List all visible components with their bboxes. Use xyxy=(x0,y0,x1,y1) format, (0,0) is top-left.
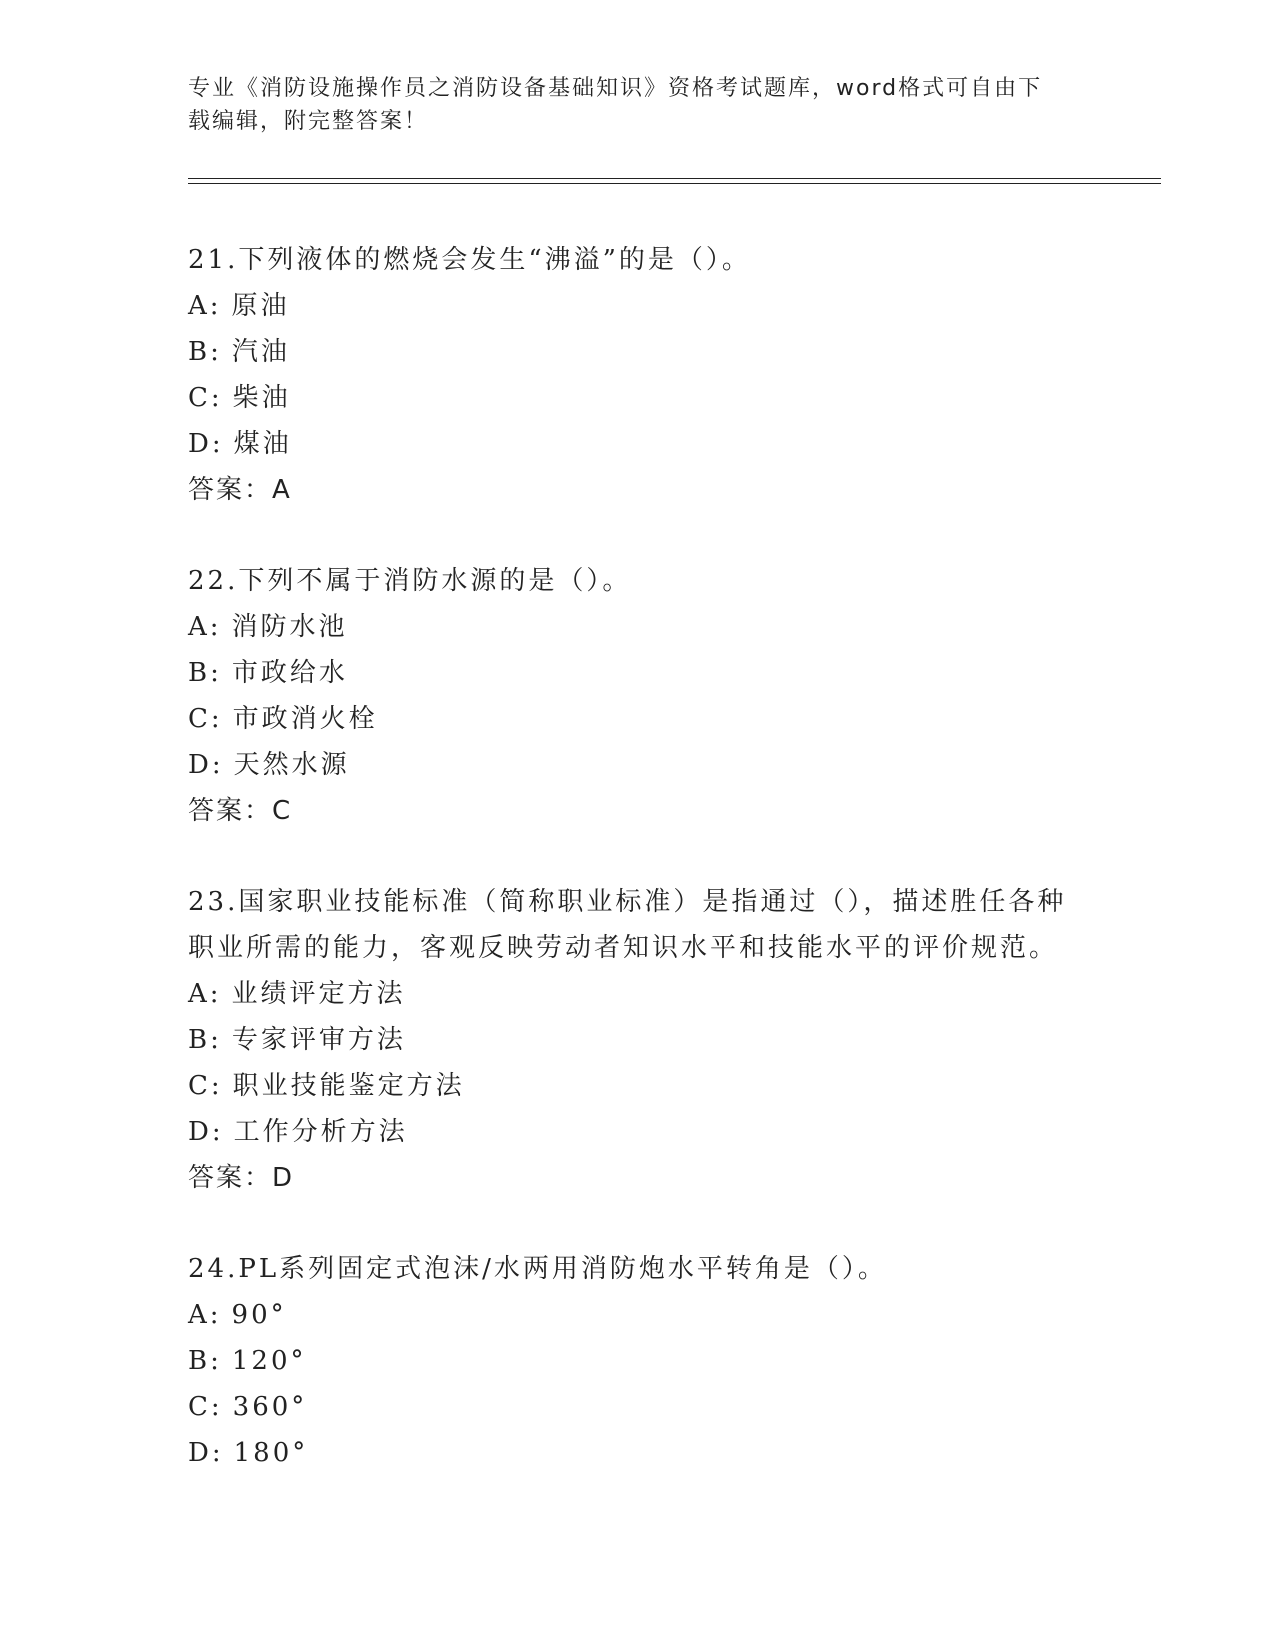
option-separator: : xyxy=(210,1392,223,1422)
option-c xyxy=(188,696,1088,742)
option-separator: : xyxy=(209,1300,222,1330)
option-letter: B xyxy=(188,1346,211,1376)
option-b xyxy=(188,1338,1088,1384)
option-separator: : xyxy=(210,337,222,367)
option-separator: : xyxy=(209,979,222,1009)
option-letter: D xyxy=(188,750,212,780)
document-header xyxy=(188,72,1088,138)
header-divider-bottom xyxy=(188,183,1161,184)
question-24 xyxy=(188,1246,1088,1476)
option-a xyxy=(188,1292,1088,1338)
option-separator: : xyxy=(209,291,222,321)
option-text: 180° xyxy=(233,1438,309,1468)
option-separator: : xyxy=(210,1071,223,1101)
option-letter: A xyxy=(188,612,210,642)
option-b xyxy=(188,329,1088,375)
option-letter: A xyxy=(188,291,210,321)
option-text: 业绩评定方法 xyxy=(231,979,406,1009)
option-separator: : xyxy=(210,1025,222,1055)
question-stem: 22.下列不属于消防水源的是（）。 xyxy=(188,566,632,596)
option-text: 专家评审方法 xyxy=(231,1025,406,1055)
option-letter: C xyxy=(188,383,211,413)
header-divider-top xyxy=(188,178,1161,179)
option-a xyxy=(188,283,1088,329)
option-text: 90° xyxy=(231,1300,287,1330)
option-d xyxy=(188,1430,1088,1476)
option-separator: : xyxy=(210,658,222,688)
option-letter: A xyxy=(188,979,210,1009)
option-letter: C xyxy=(188,1071,211,1101)
option-d xyxy=(188,1109,1088,1155)
option-text: 职业技能鉴定方法 xyxy=(232,1071,465,1101)
option-letter: C xyxy=(188,1392,211,1422)
option-letter: C xyxy=(188,704,211,734)
question-21 xyxy=(188,237,1088,513)
option-text: 工作分析方法 xyxy=(233,1117,408,1147)
option-text: 120° xyxy=(231,1346,307,1376)
option-d xyxy=(188,421,1088,467)
option-separator: : xyxy=(210,704,223,734)
option-separator: : xyxy=(210,383,223,413)
option-c xyxy=(188,375,1088,421)
option-letter: B xyxy=(188,337,211,367)
option-text: 煤油 xyxy=(233,429,292,459)
option-text: 天然水源 xyxy=(233,750,350,780)
option-d xyxy=(188,742,1088,788)
answer-line: 答案：A xyxy=(188,475,292,505)
option-separator: : xyxy=(211,750,224,780)
option-letter: B xyxy=(188,1025,211,1055)
answer-line: 答案：D xyxy=(188,1163,295,1193)
option-b xyxy=(188,1017,1088,1063)
option-letter: A xyxy=(188,1300,210,1330)
option-a xyxy=(188,604,1088,650)
option-letter: D xyxy=(188,1117,212,1147)
question-23 xyxy=(188,879,1088,1201)
question-stem: 24.PL系列固定式泡沫/水两用消防炮水平转角是（）。 xyxy=(188,1254,887,1284)
option-letter: B xyxy=(188,658,211,688)
question-stem: 21.下列液体的燃烧会发生“沸溢”的是（）。 xyxy=(188,245,751,275)
option-text: 柴油 xyxy=(232,383,291,413)
option-a xyxy=(188,971,1088,1017)
option-text: 汽油 xyxy=(231,337,290,367)
option-separator: : xyxy=(210,1346,222,1376)
option-text: 消防水池 xyxy=(231,612,348,642)
option-text: 市政给水 xyxy=(231,658,348,688)
option-letter: D xyxy=(188,429,212,459)
option-separator: : xyxy=(211,1438,224,1468)
option-separator: : xyxy=(211,429,224,459)
question-22 xyxy=(188,558,1088,834)
header-line-1: 专业《消防设施操作员之消防设备基础知识》资格考试题库，word格式可自由下 xyxy=(188,76,1043,101)
option-text: 原油 xyxy=(231,291,290,321)
answer-line: 答案：C xyxy=(188,796,293,826)
option-text: 市政消火栓 xyxy=(232,704,378,734)
option-text: 360° xyxy=(232,1392,308,1422)
option-c xyxy=(188,1384,1088,1430)
option-b xyxy=(188,650,1088,696)
header-line-2: 载编辑，附完整答案！ xyxy=(188,109,429,134)
option-separator: : xyxy=(211,1117,224,1147)
question-stem: 23.国家职业技能标准（简称职业标准）是指通过（），描述胜任各种职业所需的能力，客观反映劳动者知识水平和技能水平的评价规范。 xyxy=(188,887,1067,963)
option-letter: D xyxy=(188,1438,212,1468)
option-c xyxy=(188,1063,1088,1109)
option-separator: : xyxy=(209,612,222,642)
